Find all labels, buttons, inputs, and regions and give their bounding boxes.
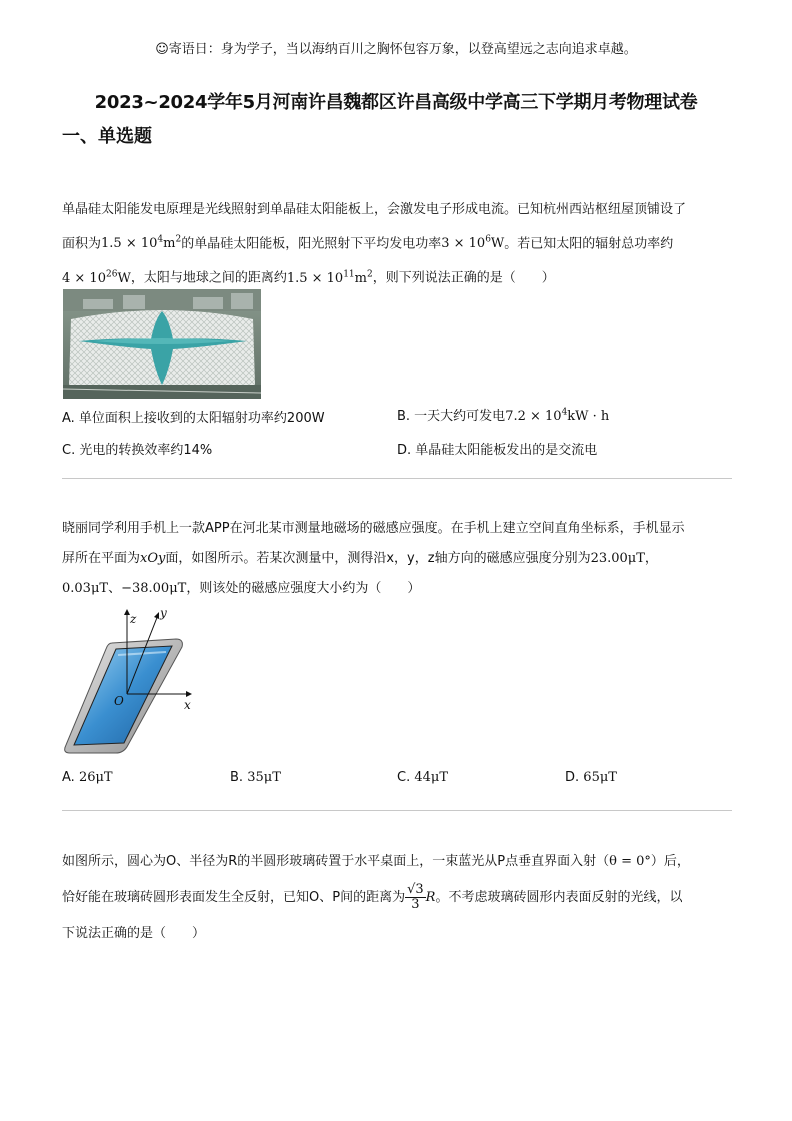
q1-line-3: $4 \times 10^{26}W$，太阳与地球之间的距离约$1.5 \times 10^{11}m^2$，则下列说法正确的是（ ） — [62, 269, 555, 286]
axis-label-y: y — [160, 606, 167, 620]
fraction: $\frac{√3}{3}$ — [407, 882, 424, 912]
q2-line-2: 屏所在平面为xOy面，如图所示。若某次测量中，测得沿x，y，z轴方向的磁感应强度分别为23.00μT， — [62, 551, 658, 566]
axis-label-z: z — [130, 612, 137, 626]
q2-option-b[interactable]: B. 35μT — [230, 770, 281, 785]
q1-option-b[interactable]: B. 一天大约可发电$7.2 \times 10^4kW \cdot h$ — [397, 407, 610, 424]
q3-line-3: 下说法正确的是（ ） — [62, 926, 206, 941]
divider — [62, 478, 732, 479]
question-3-text — [62, 846, 734, 950]
question-1-text — [62, 195, 734, 294]
q3-line-2: 恰好能在玻璃砖圆形表面发生全反射，已知O、P间的距离为 $\frac{√3}{3}$ R。不考虑玻璃砖圆形内表面反射的光线，以 — [62, 882, 683, 912]
phone-axes-diagram — [58, 605, 208, 760]
origin-label: O — [114, 694, 124, 708]
q1-line-1: 单晶硅太阳能发电原理是光线照射到单晶硅太阳能板上，会激发电子形成电流。已知杭州西站枢纽屋顶铺设了 — [62, 202, 687, 217]
q1-option-a[interactable]: A. 单位面积上接收到的太阳辐射功率约200W — [62, 411, 325, 426]
q2-line-3: 0.03μT、−38.00μT，则该处的磁感应强度大小约为（ ） — [62, 581, 421, 596]
q2-option-c[interactable]: C. 44μT — [397, 770, 449, 785]
q1-option-d[interactable]: D. 单晶硅太阳能板发出的是交流电 — [397, 443, 598, 458]
q2-line-1: 晓丽同学利用手机上一款APP在河北某市测量地磁场的磁感应强度。在手机上建立空间直角坐标系，手机显示 — [62, 521, 685, 536]
page-title: 2023~2024学年5月河南许昌魏都区许昌高级中学高三下学期月考物理试卷 — [94, 92, 698, 113]
question-2-text — [62, 514, 734, 604]
section-title: 一、单选题 — [62, 126, 152, 147]
q1-line-2: 面积为$1.5 \times 10^4m^2$的单晶硅太阳能板，阳光照射下平均发电功率$3 \times 10^6W$。若已知太阳的辐射总功率约 — [62, 235, 674, 252]
motto: ☺寄语日：身为学子，当以海纳百川之胸怀包容万象，以登高望远之志向追求卓越。 — [155, 42, 637, 57]
q2-option-d[interactable]: D. 65μT — [565, 770, 617, 785]
axis-label-x: x — [184, 698, 191, 712]
station-aerial-photo — [63, 289, 261, 399]
q3-line-1: 如图所示，圆心为O、半径为R的半圆形玻璃砖置于水平桌面上，一束蓝光从P点垂直界面入射（θ = 0°）后， — [62, 854, 690, 869]
divider — [62, 810, 732, 811]
q2-option-a[interactable]: A. 26μT — [62, 770, 113, 785]
q1-option-c[interactable]: C. 光电的转换效率约14% — [62, 443, 213, 458]
